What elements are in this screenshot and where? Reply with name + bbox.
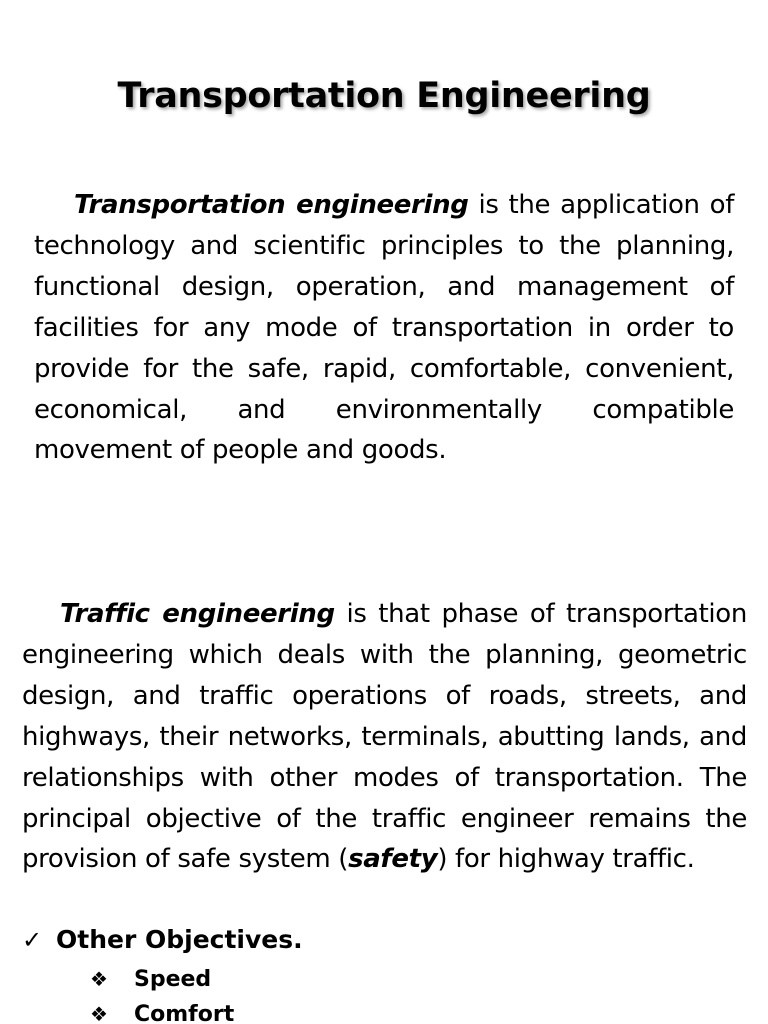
traffic-engineering-paragraph (22, 594, 747, 880)
list-item (90, 997, 234, 1024)
other-objectives-label: Other Objectives. (56, 925, 303, 954)
traffic-engineering-definition: is that phase of transportation engineering which deals with the planning, geometric design, and traffic operations of roads, streets, and highways, their networks, terminals, abutting lands, and relationships with other modes of transportation. The principal objective of the traffic engineer remains the provision of safe system ( (22, 599, 747, 875)
objectives-list (90, 962, 234, 1024)
diamond-bullet-icon: ❖ (90, 1002, 108, 1024)
other-objectives-heading (22, 920, 722, 960)
page-title: Transportation Engineering (117, 76, 651, 116)
traffic-engineering-term: Traffic engineering (60, 599, 335, 629)
transportation-engineering-definition: is the application of technology and scientific principles to the planning, functional design, operation, and management of facilities for any mode of transportation in order to provide for the safe, rapid, comfortable, convenient, economical, and environmentally compatible movement of people and goods. (34, 190, 735, 466)
diamond-bullet-icon: ❖ (90, 967, 108, 991)
safety-emphasis: safety (348, 844, 438, 875)
list-item-label: Speed (134, 967, 212, 992)
traffic-engineering-definition-end: ) for highway traffic. (437, 844, 695, 875)
list-item-label: Comfort (134, 1002, 235, 1024)
transportation-engineering-paragraph (34, 185, 734, 471)
list-item (90, 962, 234, 997)
transportation-engineering-term: Transportation engineering (74, 190, 469, 220)
checkmark-icon: ✓ (22, 926, 43, 954)
